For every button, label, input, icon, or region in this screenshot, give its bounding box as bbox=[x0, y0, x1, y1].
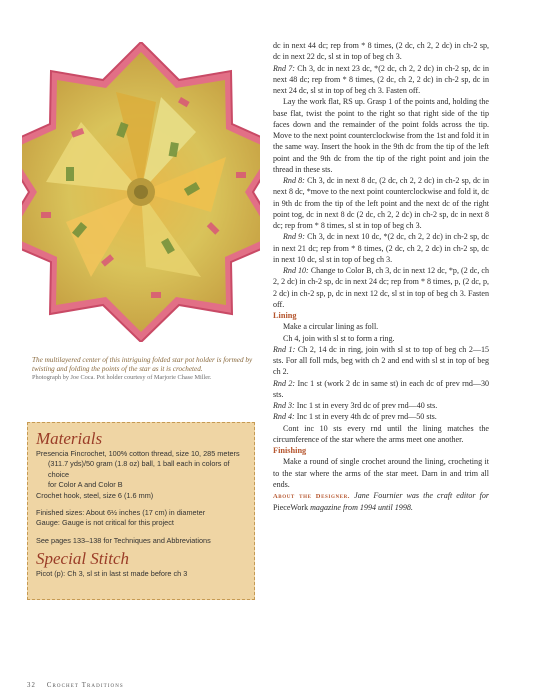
page-number: 32 bbox=[27, 682, 36, 689]
fold-instructions: Lay the work flat, RS up. Grasp 1 of the points and, holding the base flat, twist the point to the right so that right side of the tip faces down and the remainder of the point folds across the tip. Move to the next point counterclockwise from the 1st and fold it in the same way. Insert the hook in the 9th dc from the tip of the left point and the 9th dc from the tip of the right point and join the thread in these sts. bbox=[273, 97, 489, 174]
designer-text: Jane Fournier was the craft editor for bbox=[354, 491, 490, 500]
round-label: Rnd 8: bbox=[283, 176, 305, 185]
caption-credit: Photograph by Joe Coca. Pot holder courtesy of Marjorie Chase Miller. bbox=[32, 373, 212, 381]
round-label: Rnd 1: bbox=[273, 344, 296, 354]
caption-text: The multilayered center of this intriguing folded star pot holder is formed by twisting and folding the points of the star as it is crocheted. bbox=[32, 356, 253, 373]
designer-tag: About the Designer. bbox=[273, 493, 351, 500]
round-label: Rnd 10: bbox=[283, 266, 309, 275]
round-text: Ch 2, 14 dc in ring, join with sl st to top of beg ch 2—15 sts. For all foll rnds, beg with ch 2 and end with sl st in top of beg ch 2. bbox=[273, 344, 489, 377]
about-designer bbox=[273, 490, 489, 514]
round-text: Change to Color B, ch 3, dc in next 12 dc, *p, (2 dc, ch 2, 2 dc) in ch-2 sp, dc in next 24 dc; rep from * 8 times, p, (2 dc, p, 2 dc) in ch-2 sp, p, dc in next 12 dc, sl st in top of beg ch 3. Fasten off. bbox=[273, 266, 490, 309]
photo-caption bbox=[32, 356, 254, 382]
page-footer bbox=[27, 682, 124, 689]
materials-title: Materials bbox=[36, 429, 103, 448]
materials-box bbox=[27, 422, 255, 600]
round-label: Rnd 2: bbox=[273, 378, 296, 388]
special-stitch-text: Picot (p): Ch 3, sl st in last st made before ch 3 bbox=[36, 569, 188, 579]
round-label: Rnd 3: bbox=[273, 401, 295, 410]
round-label: Rnd 7: bbox=[273, 63, 295, 73]
continue-text: Cont inc 10 sts every rnd until the lining matches the circumference of the star where the arms meet one another. bbox=[273, 423, 489, 444]
finishing-text: Make a round of single crochet around the lining, crocheting it to the star where the arms of the star meet. Darn in and trim all ends. bbox=[273, 457, 489, 489]
designer-text: magazine from 1994 until 1998. bbox=[310, 503, 413, 513]
materials-line: Gauge: Gauge is not critical for this project bbox=[36, 518, 174, 528]
round-text: Inc 1 st (work 2 dc in same st) in each dc of prev rnd—30 sts. bbox=[273, 378, 489, 399]
materials-line: for Color A and Color B bbox=[48, 480, 123, 490]
round-label: Rnd 4: bbox=[273, 412, 295, 422]
book-title: Crochet Traditions bbox=[46, 682, 124, 689]
instructions-column bbox=[273, 40, 489, 514]
finishing-heading: Finishing bbox=[273, 446, 307, 455]
materials-line: Presencia Fincrochet, 100% cotton thread, size 10, 285 meters bbox=[36, 449, 240, 458]
materials-line: (311.7 yds)/50 gram (1.8 oz) ball, 1 ball each in colors of choice bbox=[48, 459, 230, 479]
round-text: Ch 3, dc in next 8 dc, (2 dc, ch 2, 2 dc) in ch-2 sp, dc in next 8 dc, *move to the next point counterclockwise and fold it, dc in 9th dc from the tip of the left point and the next dc of the right point tog, dc in next 8 dc (2 dc, ch 2, 2 dc) in ch-2 sp, dc in next 8 dc; rep from * 8 times, sl st in top of beg ch 3. bbox=[273, 176, 490, 230]
round-text: Ch 3, dc in next 10 dc, *(2 dc, ch 2, 2 dc) in ch-2 sp, dc in next 21 dc; rep from * 8 times, (2 dc, ch 2, 2 dc) in ch-2 sp, dc in next 10 dc, sl st in top of beg ch 3. bbox=[273, 232, 490, 264]
materials-line: Crochet hook, steel, size 6 (1.6 mm) bbox=[36, 490, 154, 500]
materials-line: See pages 133–138 for Techniques and Abbreviations bbox=[36, 535, 211, 545]
lining-text: Make a circular lining as foll. bbox=[283, 322, 379, 332]
round-label: Rnd 9: bbox=[283, 232, 305, 242]
magazine-name: PieceWork bbox=[273, 503, 309, 513]
special-stitch-title: Special Stitch bbox=[36, 549, 130, 569]
lining-text: Ch 4, join with sl st to form a ring. bbox=[283, 333, 395, 343]
potholder-photo bbox=[22, 42, 260, 342]
round-text: Inc 1 st in every 3rd dc of prev rnd—40 sts. bbox=[296, 401, 438, 410]
materials-line: Finished sizes: About 6½ inches (17 cm) in diameter bbox=[36, 508, 206, 518]
lining-heading: Lining bbox=[273, 311, 297, 320]
round-text: Ch 3, dc in next 23 dc, *(2 dc, ch 2, 2 dc) in ch-2 sp, dc in next 48 dc; rep from * 8 times, (2 dc, ch 2, 2 dc) in ch-2 sp, dc in next 24 dc, sl st in top of beg ch 3. Fasten off. bbox=[273, 63, 490, 95]
instruction-paragraph: dc in next 44 dc; rep from * 8 times, (2 dc, ch 2, 2 dc) in ch-2 sp, dc in next 22 dc, sl st in top of beg ch 3. bbox=[273, 41, 489, 62]
round-text: Inc 1 st in every 4th dc of prev rnd—50 sts. bbox=[296, 412, 437, 422]
